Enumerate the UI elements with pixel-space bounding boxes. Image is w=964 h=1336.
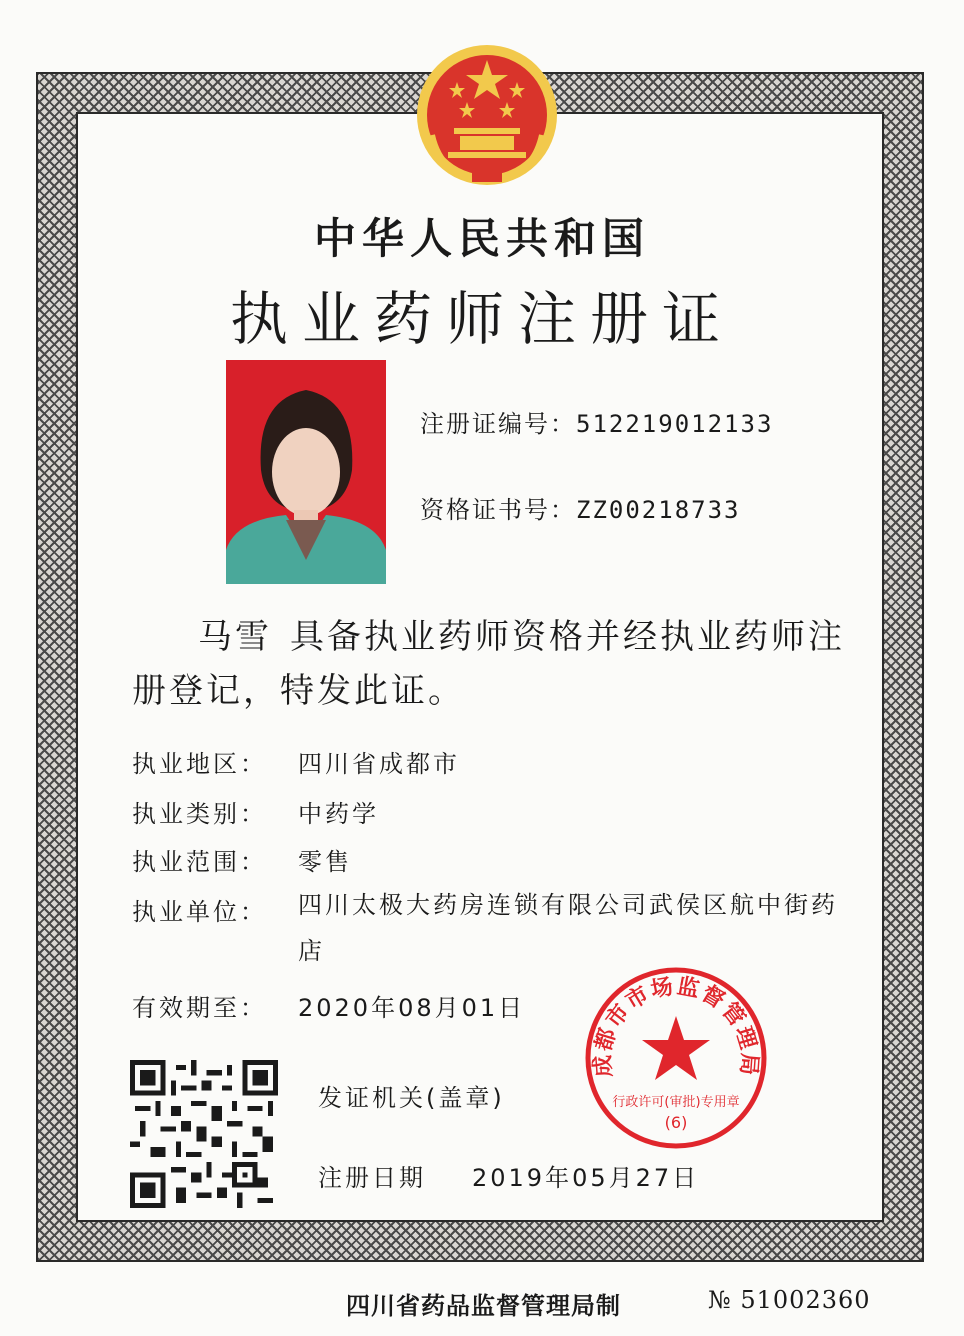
svg-text:(6): (6) [664,1113,688,1132]
field-practice-region [132,744,460,779]
registration-date-label: 注册日期 [318,1164,426,1192]
registration-number-value: 512219012133 [576,410,774,438]
statement-text: 具备执业药师资格并经执业药师注册登记，特发此证。 [132,617,845,711]
serial-number [708,1286,871,1314]
qr-code-icon [130,1060,278,1208]
qualification-number-row [420,490,741,525]
registration-number-row [420,404,773,439]
field-value: 中药学 [298,800,379,828]
national-emblem-icon [412,40,562,190]
field-label: 有效期至： [132,994,267,1022]
field-value: 零售 [298,848,352,876]
holder-name: 马雪 [198,617,272,657]
serial-prefix: № [708,1286,732,1314]
issuing-authority-label: 发证机关(盖章) [318,1084,505,1112]
registration-date-row [318,1158,699,1193]
field-label: 执业地区： [132,750,267,778]
registration-number-label: 注册证编号： [420,410,576,438]
field-value: 四川省成都市 [298,750,460,778]
document-title: 执业药师注册证 [229,285,734,353]
qualification-number-label: 资格证书号： [420,496,576,524]
qualification-number-value: ZZ00218733 [576,496,741,524]
field-label: 执业单位： [132,898,267,926]
field-label: 执业类别： [132,800,267,828]
field-label: 执业范围： [132,848,267,876]
field-practice-scope [132,842,352,877]
country-title: 中华人民共和国 [313,214,650,263]
field-value: 四川太极大药房连锁有限公司武侯区航中街药店 [298,891,838,965]
field-practice-unit [132,892,298,927]
registration-date-value: 2019年05月27日 [472,1164,700,1192]
official-seal-icon [582,964,770,1152]
serial-value: 51002360 [740,1286,871,1314]
certificate-statement [132,610,852,718]
issuing-organization: 四川省药品监督管理局制 [346,1292,621,1320]
field-practice-category [132,794,379,829]
svg-text:行政许可(审批)专用章: 行政许可(审批)专用章 [612,1095,740,1110]
svg-text:成都市市场监督管理局: 成都市市场监督管理局 [590,974,762,1078]
field-valid-until [132,988,525,1023]
holder-photo [226,360,386,584]
field-value: 2020年08月01日 [298,994,526,1022]
person-silhouette-icon [226,360,386,584]
